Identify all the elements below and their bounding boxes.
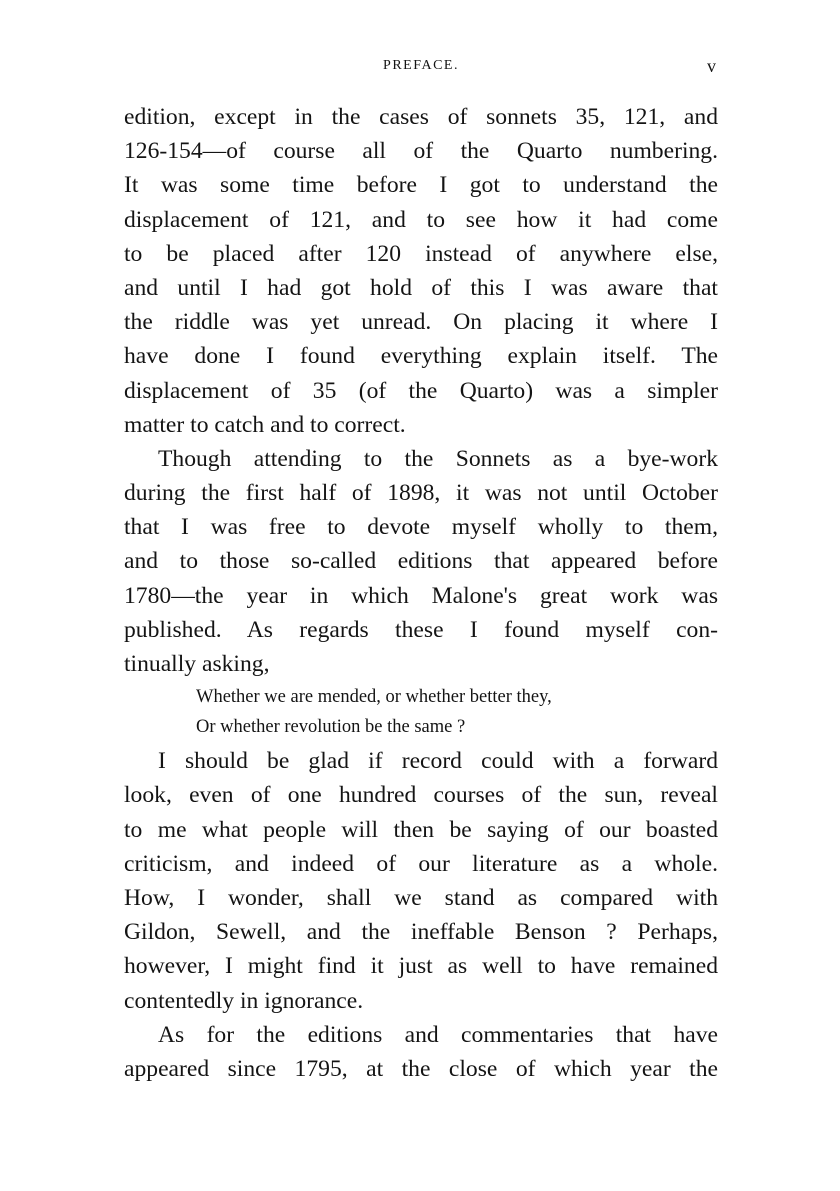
text-line: appeared since 1795, at the close of which year the (124, 1055, 718, 1082)
text-line: displacement of 121, and to see how it had come (124, 206, 718, 233)
verse-line: Whether we are mended, or whether better they, (196, 687, 552, 708)
text-line: edition, except in the cases of sonnets 35, 121, and (124, 104, 718, 130)
paragraph-4 (124, 1018, 718, 1086)
text-line: 126-154—of course all of the Quarto numbering. (124, 138, 718, 165)
text-line: As for the editions and commentaries that have (158, 1021, 718, 1048)
text-line: to me what people will then be saying of our boasted (124, 816, 718, 843)
page-number: v (707, 56, 716, 76)
text-line: I should be glad if record could with a forward (158, 748, 718, 775)
text-line: however, I might find it just as well to have remained (124, 953, 718, 980)
paragraph-3 (124, 744, 718, 1018)
text-line: published. As regards these I found myself con- (124, 616, 718, 643)
paragraph-2 (124, 442, 718, 681)
running-header (124, 58, 718, 82)
text-line: that I was free to devote myself wholly to them, (124, 514, 718, 541)
verse-line: Or whether revolution be the same ? (196, 717, 466, 738)
text-line: to be placed after 120 instead of anywhere else, (124, 240, 718, 267)
text-line: criticism, and indeed of our literature as a whole. (124, 850, 718, 877)
text-line: Though attending to the Sonnets as a bye-work (158, 445, 718, 472)
text-line: and until I had got hold of this I was aware that (124, 274, 718, 301)
body-text (124, 100, 718, 1086)
text-line: the riddle was yet unread. On placing it where I (124, 309, 718, 336)
text-line: How, I wonder, shall we stand as compared with (124, 884, 718, 911)
text-line: have done I found everything explain itself. The (124, 343, 718, 370)
running-title: PREFACE. (383, 58, 459, 73)
text-line: matter to catch and to correct. (124, 411, 406, 438)
text-line: Gildon, Sewell, and the ineffable Benson ? Perhaps, (124, 919, 718, 946)
text-line: and to those so-called editions that appeared before (124, 548, 718, 575)
text-line: displacement of 35 (of the Quarto) was a simpler (124, 377, 718, 404)
verse-quotation (124, 682, 718, 742)
text-line: 1780—the year in which Malone's great work was (124, 582, 718, 609)
text-line: tinually asking, (124, 651, 270, 677)
text-line: It was some time before I got to understand the (124, 172, 718, 199)
text-line: during the first half of 1898, it was not until October (124, 480, 718, 507)
text-line: look, even of one hundred courses of the sun, reveal (124, 782, 718, 809)
text-line: contentedly in ignorance. (124, 987, 364, 1014)
paragraph-1 (124, 100, 718, 442)
